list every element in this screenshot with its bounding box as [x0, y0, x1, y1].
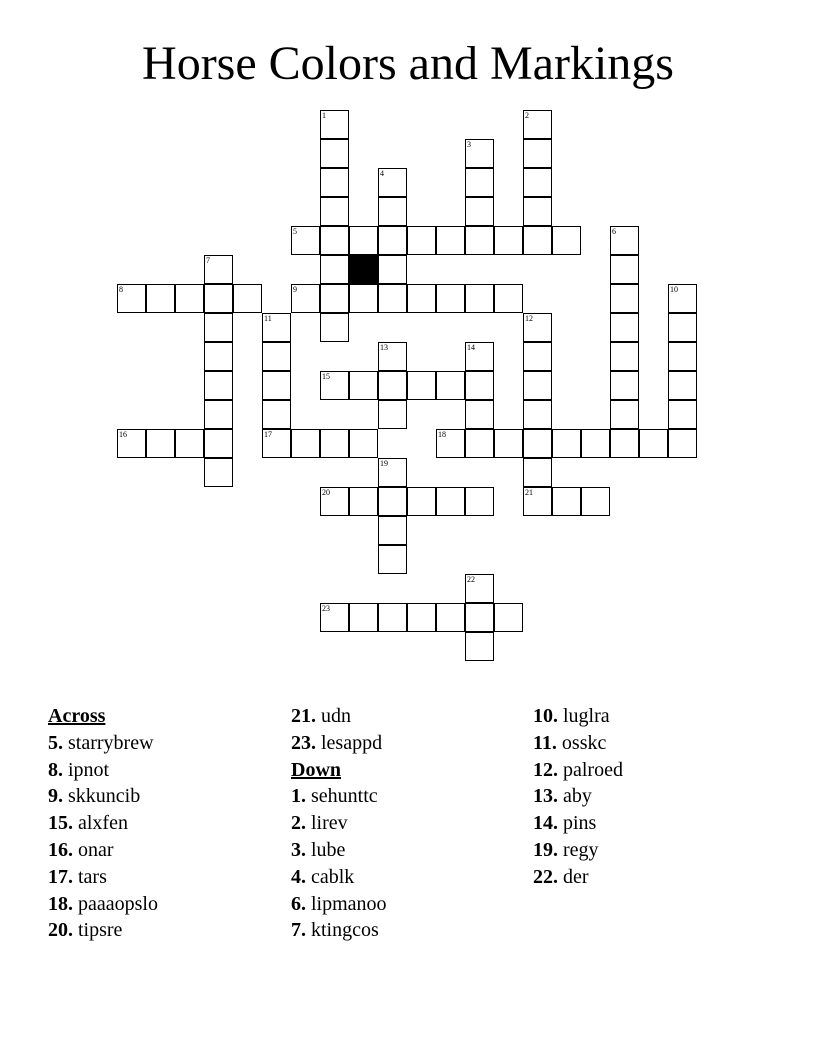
clue-text: ktingcos: [311, 919, 379, 942]
clue-item: [291, 891, 521, 918]
grid-cell[interactable]: [407, 603, 436, 632]
grid-cell[interactable]: [552, 226, 581, 255]
cell-number: 12: [525, 314, 533, 323]
clue-number: 1.: [291, 785, 306, 808]
grid-cell[interactable]: [378, 197, 407, 226]
grid-cell[interactable]: [378, 545, 407, 574]
clue-text: paaaopslo: [78, 892, 158, 915]
grid-cell[interactable]: [523, 139, 552, 168]
clue-item: [533, 810, 763, 837]
grid-cell[interactable]: [291, 429, 320, 458]
clue-item: [48, 864, 278, 891]
grid-cell[interactable]: [349, 371, 378, 400]
grid-cell[interactable]: [320, 371, 349, 400]
grid-cell[interactable]: [465, 371, 494, 400]
clue-text: osskc: [561, 731, 607, 754]
clue-column-2: [291, 703, 521, 944]
clue-number: 11.: [533, 731, 557, 754]
grid-cell[interactable]: [523, 487, 552, 516]
grid-cell[interactable]: [668, 400, 697, 429]
grid-cell[interactable]: [117, 284, 146, 313]
clue-number: 16.: [48, 838, 73, 861]
grid-cell[interactable]: [378, 371, 407, 400]
grid-cell[interactable]: [581, 487, 610, 516]
grid-cell[interactable]: [175, 429, 204, 458]
grid-cell[interactable]: [320, 487, 349, 516]
clue-number: 13.: [533, 785, 558, 808]
clue-number: 6.: [291, 892, 306, 915]
clue-item: [48, 783, 278, 810]
clue-number: 5.: [48, 731, 63, 754]
clue-number: 14.: [533, 812, 558, 835]
grid-cell[interactable]: [407, 284, 436, 313]
cell-number: 18: [438, 430, 446, 439]
grid-cell[interactable]: [436, 603, 465, 632]
clue-item: [48, 730, 278, 757]
cell-number: 11: [264, 314, 272, 323]
clue-column-3: [533, 703, 763, 891]
grid-block: [349, 255, 378, 284]
grid-cell[interactable]: [523, 168, 552, 197]
grid-cell[interactable]: [146, 284, 175, 313]
grid-cell[interactable]: [523, 226, 552, 255]
grid-cell[interactable]: [523, 400, 552, 429]
grid-cell[interactable]: [523, 313, 552, 342]
grid-cell[interactable]: [378, 255, 407, 284]
grid-cell[interactable]: [668, 371, 697, 400]
clue-text: lube: [311, 838, 346, 861]
clue-number: 15.: [48, 812, 73, 835]
grid-cell[interactable]: [436, 226, 465, 255]
grid-cell[interactable]: [378, 516, 407, 545]
cell-number: 14: [467, 343, 475, 352]
cell-number: 17: [264, 430, 272, 439]
clue-text: lesappd: [321, 731, 383, 754]
grid-cell[interactable]: [378, 168, 407, 197]
grid-cell[interactable]: [465, 197, 494, 226]
clue-number: 10.: [533, 705, 558, 727]
grid-cell[interactable]: [581, 429, 610, 458]
grid-cell[interactable]: [465, 429, 494, 458]
cell-number: 6: [612, 227, 616, 236]
grid-cell[interactable]: [523, 197, 552, 226]
grid-cell[interactable]: [610, 400, 639, 429]
grid-cell[interactable]: [320, 168, 349, 197]
clue-item: [48, 891, 278, 918]
clue-item: [533, 703, 763, 730]
clue-number: 19.: [533, 838, 558, 861]
clue-number: 22.: [533, 865, 558, 888]
grid-cell[interactable]: [407, 226, 436, 255]
grid-cell[interactable]: [204, 342, 233, 371]
clue-item: [48, 917, 278, 944]
clue-number: 2.: [291, 812, 306, 835]
grid-cell[interactable]: [291, 226, 320, 255]
cell-number: 10: [670, 285, 678, 294]
clue-number: 7.: [291, 919, 306, 942]
clue-text: pins: [563, 812, 597, 835]
grid-cell[interactable]: [610, 226, 639, 255]
grid-cell[interactable]: [204, 255, 233, 284]
grid-cell[interactable]: [320, 226, 349, 255]
cell-number: 22: [467, 575, 475, 584]
clue-item: [48, 837, 278, 864]
cell-number: 3: [467, 140, 471, 149]
grid-cell[interactable]: [523, 342, 552, 371]
grid-cell[interactable]: [610, 371, 639, 400]
cell-number: 8: [119, 285, 123, 294]
cell-number: 9: [293, 285, 297, 294]
grid-cell[interactable]: [465, 226, 494, 255]
grid-cell[interactable]: [204, 429, 233, 458]
clue-item: [291, 864, 521, 891]
grid-cell[interactable]: [465, 574, 494, 603]
grid-cell[interactable]: [465, 400, 494, 429]
cell-number: 20: [322, 488, 330, 497]
clue-item: [291, 730, 521, 757]
grid-cell[interactable]: [117, 429, 146, 458]
clue-number: 9.: [48, 785, 63, 808]
grid-cell[interactable]: [320, 139, 349, 168]
grid-cell[interactable]: [320, 110, 349, 139]
clue-item: [291, 837, 521, 864]
clue-text: palroed: [563, 758, 623, 781]
clue-item: [291, 917, 521, 944]
grid-cell[interactable]: [465, 603, 494, 632]
grid-cell[interactable]: [494, 226, 523, 255]
grid-cell[interactable]: [204, 458, 233, 487]
grid-cell[interactable]: [320, 284, 349, 313]
clue-heading: Across: [48, 705, 106, 727]
grid-cell[interactable]: [291, 284, 320, 313]
clue-number: 17.: [48, 865, 73, 888]
grid-cell[interactable]: [378, 400, 407, 429]
grid-cell[interactable]: [378, 226, 407, 255]
grid-cell[interactable]: [436, 284, 465, 313]
grid-cell[interactable]: [494, 603, 523, 632]
grid-cell[interactable]: [378, 458, 407, 487]
grid-cell[interactable]: [204, 371, 233, 400]
grid-cell[interactable]: [407, 371, 436, 400]
grid-cell[interactable]: [378, 342, 407, 371]
puzzle-title: Horse Colors and Markings: [142, 37, 674, 90]
grid-cell[interactable]: [668, 313, 697, 342]
grid-cell[interactable]: [146, 429, 175, 458]
clue-text: der: [563, 865, 589, 888]
grid-cell[interactable]: [320, 603, 349, 632]
grid-cell[interactable]: [610, 313, 639, 342]
grid-cell[interactable]: [349, 226, 378, 255]
grid-cell[interactable]: [262, 313, 291, 342]
grid-cell[interactable]: [465, 139, 494, 168]
clue-text: tipsre: [78, 919, 123, 942]
grid-cell[interactable]: [668, 284, 697, 313]
clue-text: udn: [321, 705, 351, 727]
grid-cell[interactable]: [668, 342, 697, 371]
clue-text: ipnot: [68, 758, 110, 781]
clue-item: [533, 864, 763, 891]
clue-text: aby: [563, 785, 592, 808]
grid-cell[interactable]: [349, 284, 378, 313]
grid-cell[interactable]: [639, 429, 668, 458]
clue-text: onar: [78, 838, 114, 861]
clue-item: [291, 703, 521, 730]
grid-cell[interactable]: [378, 284, 407, 313]
clue-item: [533, 783, 763, 810]
grid-cell[interactable]: [262, 371, 291, 400]
grid-cell[interactable]: [204, 313, 233, 342]
grid-cell[interactable]: [523, 110, 552, 139]
grid-cell[interactable]: [523, 429, 552, 458]
grid-cell[interactable]: [378, 487, 407, 516]
grid-cell[interactable]: [378, 603, 407, 632]
clue-item: [291, 783, 521, 810]
grid-cell[interactable]: [233, 284, 262, 313]
grid-cell[interactable]: [494, 429, 523, 458]
grid-cell[interactable]: [320, 255, 349, 284]
cell-number: 4: [380, 169, 384, 178]
clue-number: 4.: [291, 865, 306, 888]
grid-cell[interactable]: [349, 603, 378, 632]
grid-cell[interactable]: [465, 487, 494, 516]
grid-cell[interactable]: [465, 168, 494, 197]
clue-text: lipmanoo: [311, 892, 387, 915]
clue-text: regy: [563, 838, 599, 861]
grid-cell[interactable]: [320, 313, 349, 342]
grid-cell[interactable]: [610, 284, 639, 313]
clue-heading: Down: [291, 758, 342, 781]
clue-number: 12.: [533, 758, 558, 781]
clue-number: 8.: [48, 758, 63, 781]
grid-cell[interactable]: [262, 400, 291, 429]
clue-text: cablk: [311, 865, 355, 888]
grid-cell[interactable]: [175, 284, 204, 313]
cell-number: 2: [525, 111, 529, 120]
cell-number: 19: [380, 459, 388, 468]
cell-number: 23: [322, 604, 330, 613]
grid-cell[interactable]: [262, 429, 291, 458]
clue-item: [533, 757, 763, 784]
clue-text: starrybrew: [68, 731, 154, 754]
clue-number: 18.: [48, 892, 73, 915]
clue-column-1: [48, 703, 278, 944]
grid-cell[interactable]: [436, 371, 465, 400]
grid-cell[interactable]: [436, 487, 465, 516]
grid-cell[interactable]: [436, 429, 465, 458]
grid-cell[interactable]: [610, 255, 639, 284]
grid-cell[interactable]: [320, 197, 349, 226]
cell-number: 21: [525, 488, 533, 497]
grid-cell[interactable]: [465, 342, 494, 371]
grid-cell[interactable]: [552, 487, 581, 516]
grid-cell[interactable]: [523, 458, 552, 487]
grid-cell[interactable]: [610, 429, 639, 458]
clue-item: [48, 810, 278, 837]
cell-number: 7: [206, 256, 210, 265]
clue-text: skkuncib: [68, 785, 141, 808]
clue-text: luglra: [563, 705, 610, 727]
clue-text: alxfen: [78, 812, 128, 835]
grid-cell[interactable]: [494, 284, 523, 313]
grid-cell[interactable]: [262, 342, 291, 371]
cell-number: 15: [322, 372, 330, 381]
clue-item: [533, 730, 763, 757]
grid-cell[interactable]: [204, 400, 233, 429]
clue-text: tars: [78, 865, 107, 888]
grid-cell[interactable]: [320, 429, 349, 458]
grid-cell[interactable]: [349, 487, 378, 516]
clue-text: lirev: [311, 812, 348, 835]
grid-cell[interactable]: [610, 342, 639, 371]
clue-item: [533, 837, 763, 864]
grid-cell[interactable]: [349, 429, 378, 458]
cell-number: 13: [380, 343, 388, 352]
cell-number: 5: [293, 227, 297, 236]
clue-number: 20.: [48, 919, 73, 942]
grid-cell[interactable]: [523, 371, 552, 400]
cell-number: 1: [322, 111, 326, 120]
clue-number: 3.: [291, 838, 306, 861]
clue-text: sehunttc: [311, 785, 378, 808]
clue-item: [48, 757, 278, 784]
grid-cell[interactable]: [668, 429, 697, 458]
grid-cell[interactable]: [204, 284, 233, 313]
cell-number: 16: [119, 430, 127, 439]
grid-cell[interactable]: [465, 284, 494, 313]
clue-number: 21.: [291, 705, 316, 727]
clue-item: [291, 810, 521, 837]
clue-number: 23.: [291, 731, 316, 754]
grid-cell[interactable]: [407, 487, 436, 516]
grid-cell[interactable]: [552, 429, 581, 458]
grid-cell[interactable]: [465, 632, 494, 661]
